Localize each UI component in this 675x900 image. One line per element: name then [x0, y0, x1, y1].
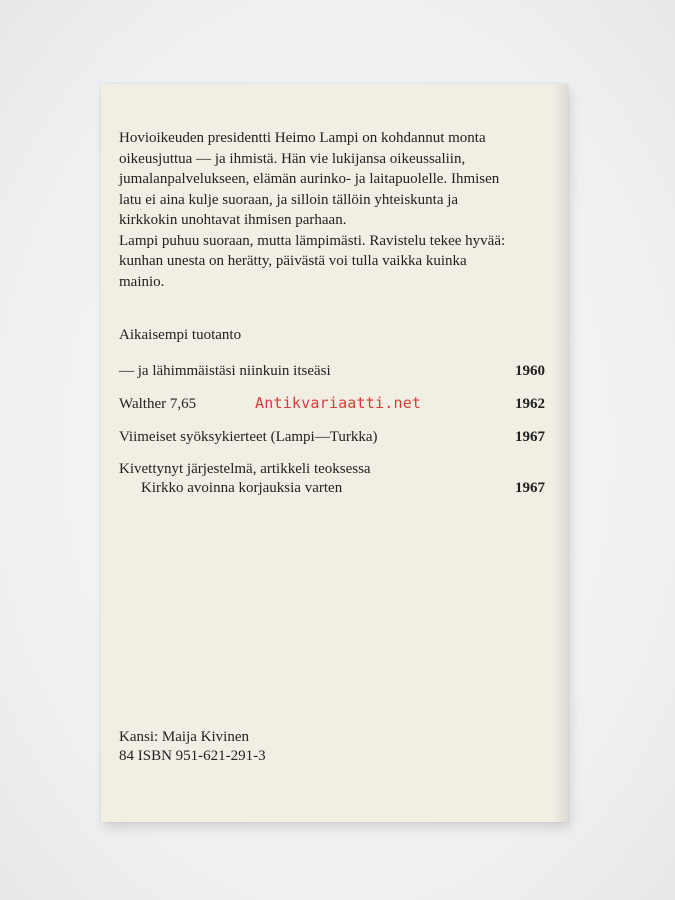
book-back-cover: [101, 84, 568, 822]
watermark-text: Antikvariaatti.net: [255, 394, 422, 412]
blurb-line: kunhan unesta on herätty, päivästä voi tulla vaikka kuinka: [119, 253, 467, 269]
work-entry: [119, 429, 545, 446]
blurb-line: latu ei aina kulje suoraan, ja silloin tällöin yhteiskunta ja: [119, 191, 459, 208]
work-year: 1960: [515, 363, 545, 379]
work-entry: [119, 460, 545, 498]
work-title: Viimeiset syöksykierteet (Lampi—Turkka): [119, 429, 378, 445]
work-title: — ja lähimmäistäsi niinkuin itseäsi: [119, 363, 331, 379]
work-title: Walther 7,65: [119, 396, 197, 412]
cover-blurb: [119, 128, 559, 292]
blurb-line: oikeusjuttua — ja ihmistä. Hän vie lukijansa oikeussaliin,: [119, 150, 466, 167]
colophon: [119, 728, 266, 766]
work-year: 1967: [515, 429, 545, 445]
blurb-line: kirkkokin unohtavat ihmisen parhaan.: [119, 212, 347, 228]
work-entry: [119, 363, 545, 380]
isbn-line: 84 ISBN 951-621-291-3: [119, 748, 266, 764]
previous-works-heading: Aikaisempi tuotanto: [119, 327, 242, 343]
blurb-line: jumalanpalvelukseen, elämän aurinko- ja laitapuolelle. Ihmisen: [119, 171, 500, 187]
blurb-line: Lampi puhuu suoraan, mutta lämpimästi. Ravistelu tekee hyvää:: [119, 232, 506, 249]
work-year: 1967: [515, 480, 545, 496]
blurb-line: mainio.: [119, 273, 165, 290]
work-title: Kivettynyt järjestelmä, artikkeli teoksessa: [119, 461, 371, 477]
work-year: 1962: [515, 396, 545, 412]
cover-designer-credit: Kansi: Maija Kivinen: [119, 729, 249, 745]
blurb-line: Hovioikeuden presidentti Heimo Lampi on kohdannut monta: [119, 130, 486, 146]
work-title-continued: Kirkko avoinna korjauksia varten: [141, 480, 343, 496]
